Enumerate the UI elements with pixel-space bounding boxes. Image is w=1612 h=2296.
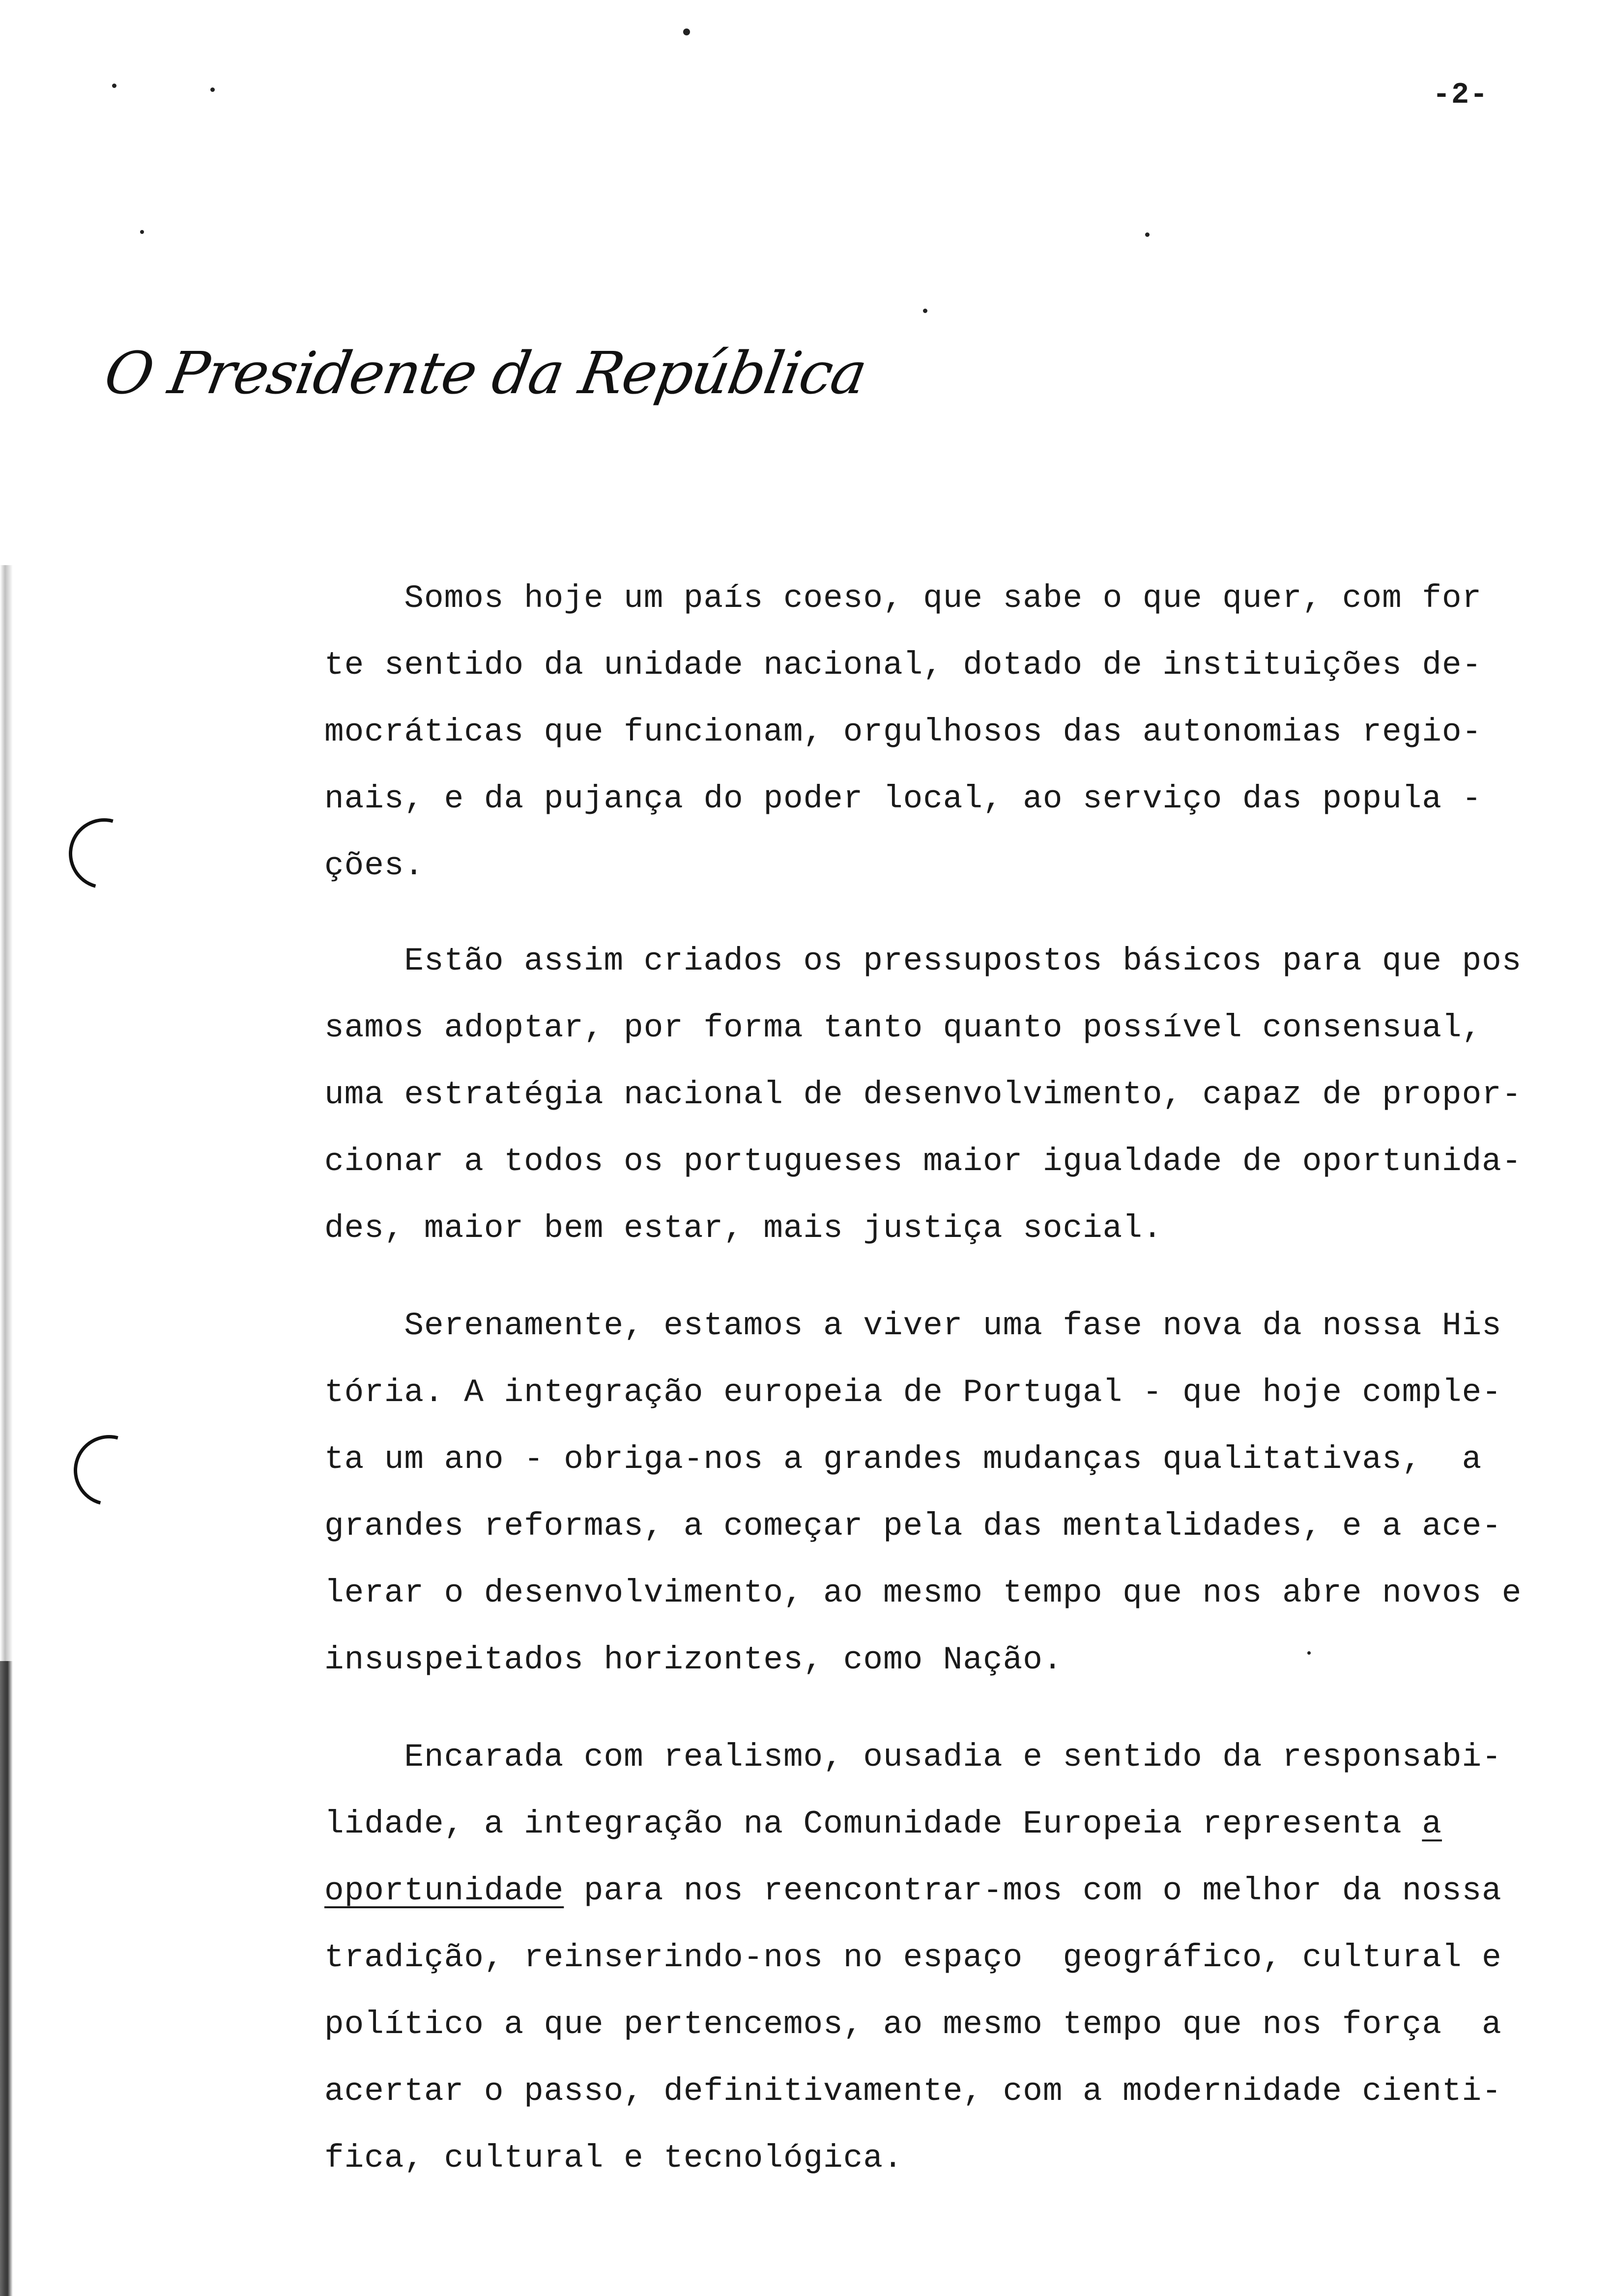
text-line: nais, e da pujança do poder local, ao serviço das popula - — [324, 780, 1482, 817]
paragraph-4 — [324, 1724, 1524, 2192]
text-line: te sentido da unidade nacional, dotado de instituições de- — [324, 647, 1482, 684]
paragraph-3 — [324, 1292, 1524, 1693]
scan-speck — [683, 29, 690, 35]
text-line: uma estratégia nacional de desenvolvimento, capaz de propor- — [324, 1076, 1522, 1113]
text-line: samos adoptar, por forma tanto quanto possível consensual, — [324, 1009, 1482, 1046]
text-line: insuspeitados horizontes, como Nação. — [324, 1641, 1063, 1678]
binding-edge-shadow — [0, 1661, 13, 2296]
scan-speck — [210, 87, 215, 92]
text-line: político a que pertencemos, ao mesmo tempo que nos força a — [324, 2006, 1502, 2043]
underlined-text: oportunidade — [324, 1872, 564, 1909]
text-line: cionar a todos os portugueses maior igualdade de oportunida- — [324, 1143, 1522, 1180]
scan-speck — [140, 230, 144, 234]
text-line: tradição, reinserindo-nos no espaço geográfico, cultural e — [324, 1939, 1502, 1976]
text-line: Encarada com realismo, ousadia e sentido da responsabi- — [324, 1739, 1502, 1776]
paragraph-1 — [324, 565, 1524, 899]
text-line: ta um ano - obriga-nos a grandes mudanças qualitativas, a — [324, 1441, 1482, 1478]
punch-hole-bottom — [61, 1422, 158, 1519]
scan-speck — [1145, 232, 1150, 237]
paragraph-2 — [324, 928, 1524, 1262]
punch-hole-top — [56, 805, 153, 902]
letterhead-title: O Presidente da República — [99, 339, 871, 407]
text-line: Somos hoje um país coeso, que sabe o que quer, com for — [324, 580, 1482, 617]
underlined-text: a — [1422, 1806, 1442, 1842]
text-line: oportunidade para nos reencontrar-mos com o melhor da nossa — [324, 1872, 1502, 1909]
text-line: tória. A integração europeia de Portugal - que hoje comple- — [324, 1374, 1502, 1411]
text-line: lidade, a integração na Comunidade Europeia representa a — [324, 1806, 1442, 1842]
text-line: Estão assim criados os pressupostos básicos para que pos — [324, 943, 1522, 979]
text-line: fica, cultural e tecnológica. — [324, 2140, 903, 2177]
text-line: mocráticas que funcionam, orgulhosos das autonomias regio- — [324, 714, 1482, 750]
text-line: ções. — [324, 847, 425, 884]
text-line: grandes reformas, a começar pela das mentalidades, e a ace- — [324, 1508, 1502, 1545]
scan-speck — [112, 84, 116, 88]
text-line: Serenamente, estamos a viver uma fase nova da nossa His — [324, 1307, 1502, 1344]
text-line: lerar o desenvolvimento, ao mesmo tempo que nos abre novos e — [324, 1575, 1522, 1611]
scan-speck — [923, 309, 927, 313]
text-line: des, maior bem estar, mais justiça social. — [324, 1210, 1163, 1247]
page-number: -2- — [1433, 79, 1489, 112]
text-line: acertar o passo, definitivamente, com a modernidade cienti- — [324, 2073, 1502, 2110]
